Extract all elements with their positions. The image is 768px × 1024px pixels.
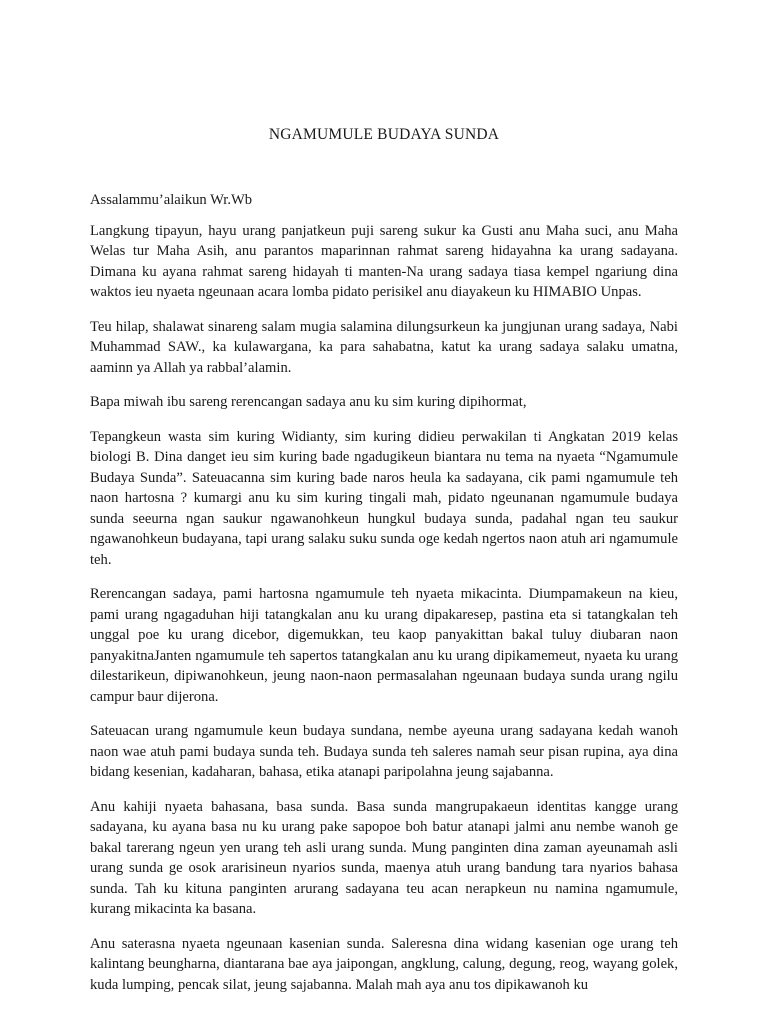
document-body — [90, 190, 678, 1009]
paragraph-opening: Langkung tipayun, hayu urang panjatkeun puji sareng sukur ka Gusti anu Maha suci, anu Maha Welas tur Maha Asih, anu parantos maparinnan rahmat sareng hidayahna ka urang sadayana. Dimana ku ayana rahmat sareng hidayah ti manten-Na urang sadaya tiasa kempel ngariung dina waktos ieu nyaeta ngeunaan acara lomba pidato perisikel anu diayakeun ku HIMABIO Unpas. — [90, 222, 678, 300]
paragraph-introduction: Tepangkeun wasta sim kuring Widianty, sim kuring didieu perwakilan ti Angkatan 2019 kelas biologi B. Dina danget ieu sim kuring bade ngadugikeun biantara nu tema na nyaeta “Ngamumule Budaya Sunda”. Sateuacanna sim kuring bade naros heula ka sadayana, cik pami ngamumule teh naon hartosna ? kumargi anu ku sim kuring tingali mah, pidato ngeunanan ngamumule budaya sunda seeurna ngan saukur ngawanohkeun hungkul budaya sunda, padahal ngan teu saukur ngawanohkeun budayana, tapi urang salaku suku sunda oge kedah ngertos naon atuh ari ngamumule teh. — [90, 428, 678, 568]
paragraph-arts: Anu saterasna nyaeta ngeunaan kasenian sunda. Saleresna dina widang kasenian oge urang teh kalintang beungharna, diantarana bae aya jaipongan, angklung, calung, degung, reog, wayang golek, kuda lumping, pencak silat, jeung sajabanna. Malah mah aya anu tos dipikawanoh ku — [90, 935, 678, 993]
document-title: NGAMUMULE BUDAYA SUNDA — [268, 126, 500, 143]
paragraph-shalawat: Teu hilap, shalawat sinareng salam mugia salamina dilungsurkeun ka jungjunan urang sadaya, Nabi Muhammad SAW., ka kulawargana, ka para sahabatna, katut ka urang sadaya salaku umatna, aaminn ya Allah ya rabbal’alamin. — [90, 318, 678, 376]
paragraph-culture: Sateuacan urang ngamumule keun budaya sundana, nembe ayeuna urang sadayana kedah wanoh naon wae atuh pami budaya sunda teh. Budaya sunda teh saleres namah seur pisan rupina, aya dina bidang kesenian, kadaharan, bahasa, etika atanapi paripolahna jeung sajabanna. — [90, 723, 678, 780]
paragraph-greeting: Assalammu’alaikun Wr.Wb — [90, 192, 253, 208]
paragraph-language: Anu kahiji nyaeta bahasana, basa sunda. Basa sunda mangrupakaeun identitas kangge urang sadayana, ku ayana basa nu ku urang pake sapopoe boh batur atanapi jalmi anu nembe wanoh ge bakal tarerang ngeun yen urang teh asli urang sunda. Mung panginten dina zaman ayeunamah asli urang sunda ge osok ararisineun nyarios sunda, maenya atuh urang bandung tara nyarios bahasa sunda. Tah ku kituna panginten arurang sadayana teu acan nerapkeun nu namina ngamumule, kurang mikacinta ka basana. — [90, 798, 678, 917]
paragraph-salutation: Bapa miwah ibu sareng rerencangan sadaya anu ku sim kuring dipihormat, — [90, 394, 527, 410]
paragraph-meaning: Rerencangan sadaya, pami hartosna ngamumule teh nyaeta mikacinta. Diumpamakeun na kieu, pami urang ngagaduhan hiji tatangkalan anu ku urang dipakaresep, pastina eta si tatangkalan teh unggal poe ku urang dicebor, digemukkan, teu kaop panyakittan bakal tuluy diubaran naon panyakitnaJanten ngamumule teh sapertos tatangkalan anu ku urang dipikamemeut, nyaeta ku urang dilestarikeun, dipiwanohkeun, jeung naon-naon permasalahan ngeunaan budaya sunda urang ngilu campur baur dijerona. — [90, 586, 678, 705]
